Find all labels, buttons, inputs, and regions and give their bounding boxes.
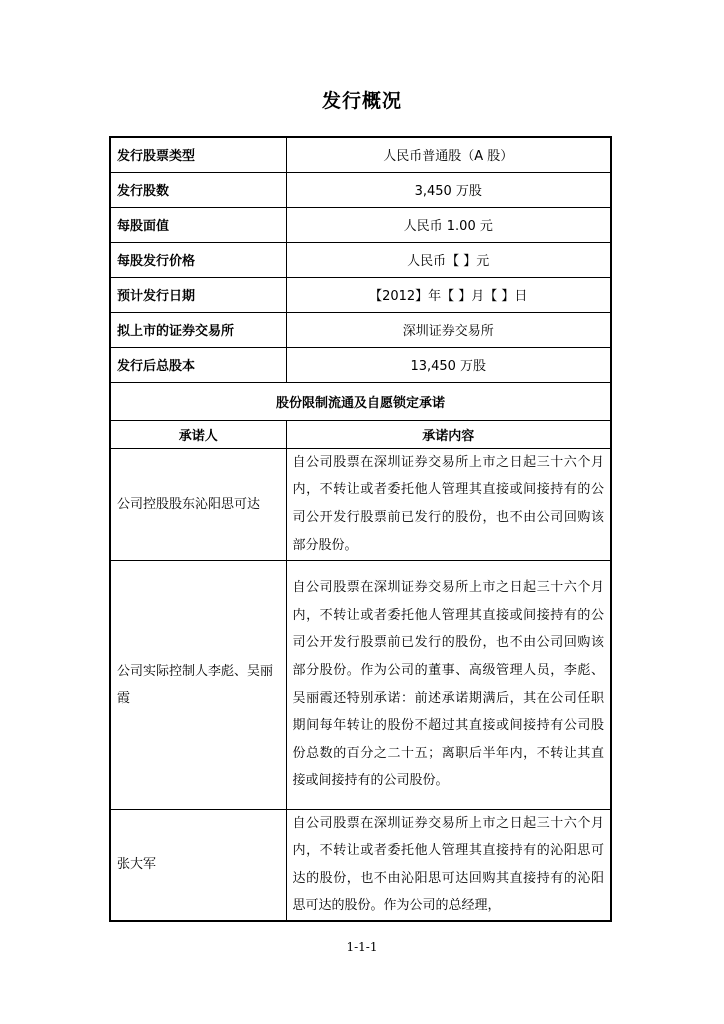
offering-overview-table	[109, 136, 612, 922]
value-total-shares: 13,450 万股	[286, 347, 611, 382]
page-title: 发行概况	[321, 90, 402, 112]
row-issue-date	[110, 277, 611, 312]
row-share-count	[110, 172, 611, 207]
row-exchange	[110, 312, 611, 347]
row-issue-price	[110, 242, 611, 277]
commitment-row	[110, 560, 611, 809]
row-commit-headers	[110, 420, 611, 448]
label-total-shares: 发行后总股本	[110, 347, 286, 382]
value-issue-price: 人民币【 】元	[286, 242, 611, 277]
row-par-value	[110, 207, 611, 242]
value-issue-date: 【2012】年【 】月【 】日	[286, 277, 611, 312]
label-exchange: 拟上市的证券交易所	[110, 312, 286, 347]
commitment-row	[110, 809, 611, 921]
value-share-count: 3,450 万股	[286, 172, 611, 207]
commitment-row	[110, 448, 611, 560]
header-content: 承诺内容	[286, 420, 611, 448]
label-issue-date: 预计发行日期	[110, 277, 286, 312]
row-total-shares	[110, 347, 611, 382]
page-number: 1-1-1	[346, 940, 378, 954]
committer-name: 公司控股股东沁阳思可达	[110, 448, 286, 560]
label-share-count: 发行股数	[110, 172, 286, 207]
header-committer: 承诺人	[110, 420, 286, 448]
value-exchange: 深圳证券交易所	[286, 312, 611, 347]
row-stock-type	[110, 137, 611, 172]
value-par-value: 人民币 1.00 元	[286, 207, 611, 242]
section-title: 股份限制流通及自愿锁定承诺	[110, 382, 611, 420]
value-stock-type: 人民币普通股（A 股）	[286, 137, 611, 172]
committer-name: 公司实际控制人李彪、吴丽霞	[110, 560, 286, 809]
label-issue-price: 每股发行价格	[110, 242, 286, 277]
commitment-content: 自公司股票在深圳证券交易所上市之日起三十六个月内，不转让或者委托他人管理其直接持有的沁阳思可达的股份，也不由沁阳思可达回购其直接持有的沁阳思可达的股份。作为公司的总经理，	[286, 809, 611, 921]
label-par-value: 每股面值	[110, 207, 286, 242]
label-stock-type: 发行股票类型	[110, 137, 286, 172]
commitment-content: 自公司股票在深圳证券交易所上市之日起三十六个月内，不转让或者委托他人管理其直接或间接持有的公司公开发行股票前已发行的股份，也不由公司回购该部分股份。	[286, 448, 611, 560]
committer-name: 张大军	[110, 809, 286, 921]
commitment-content: 自公司股票在深圳证券交易所上市之日起三十六个月内，不转让或者委托他人管理其直接或间接持有的公司公开发行股票前已发行的股份，也不由公司回购该部分股份。作为公司的董事、高级管理人员，李彪、吴丽霞还特别承诺：前述承诺期满后，其在公司任职期间每年转让的股份不超过其直接或间接持有公司股份总数的百分之二十五；离职后半年内，不转让其直接或间接持有的公司股份。	[286, 560, 611, 809]
row-section-title	[110, 382, 611, 420]
